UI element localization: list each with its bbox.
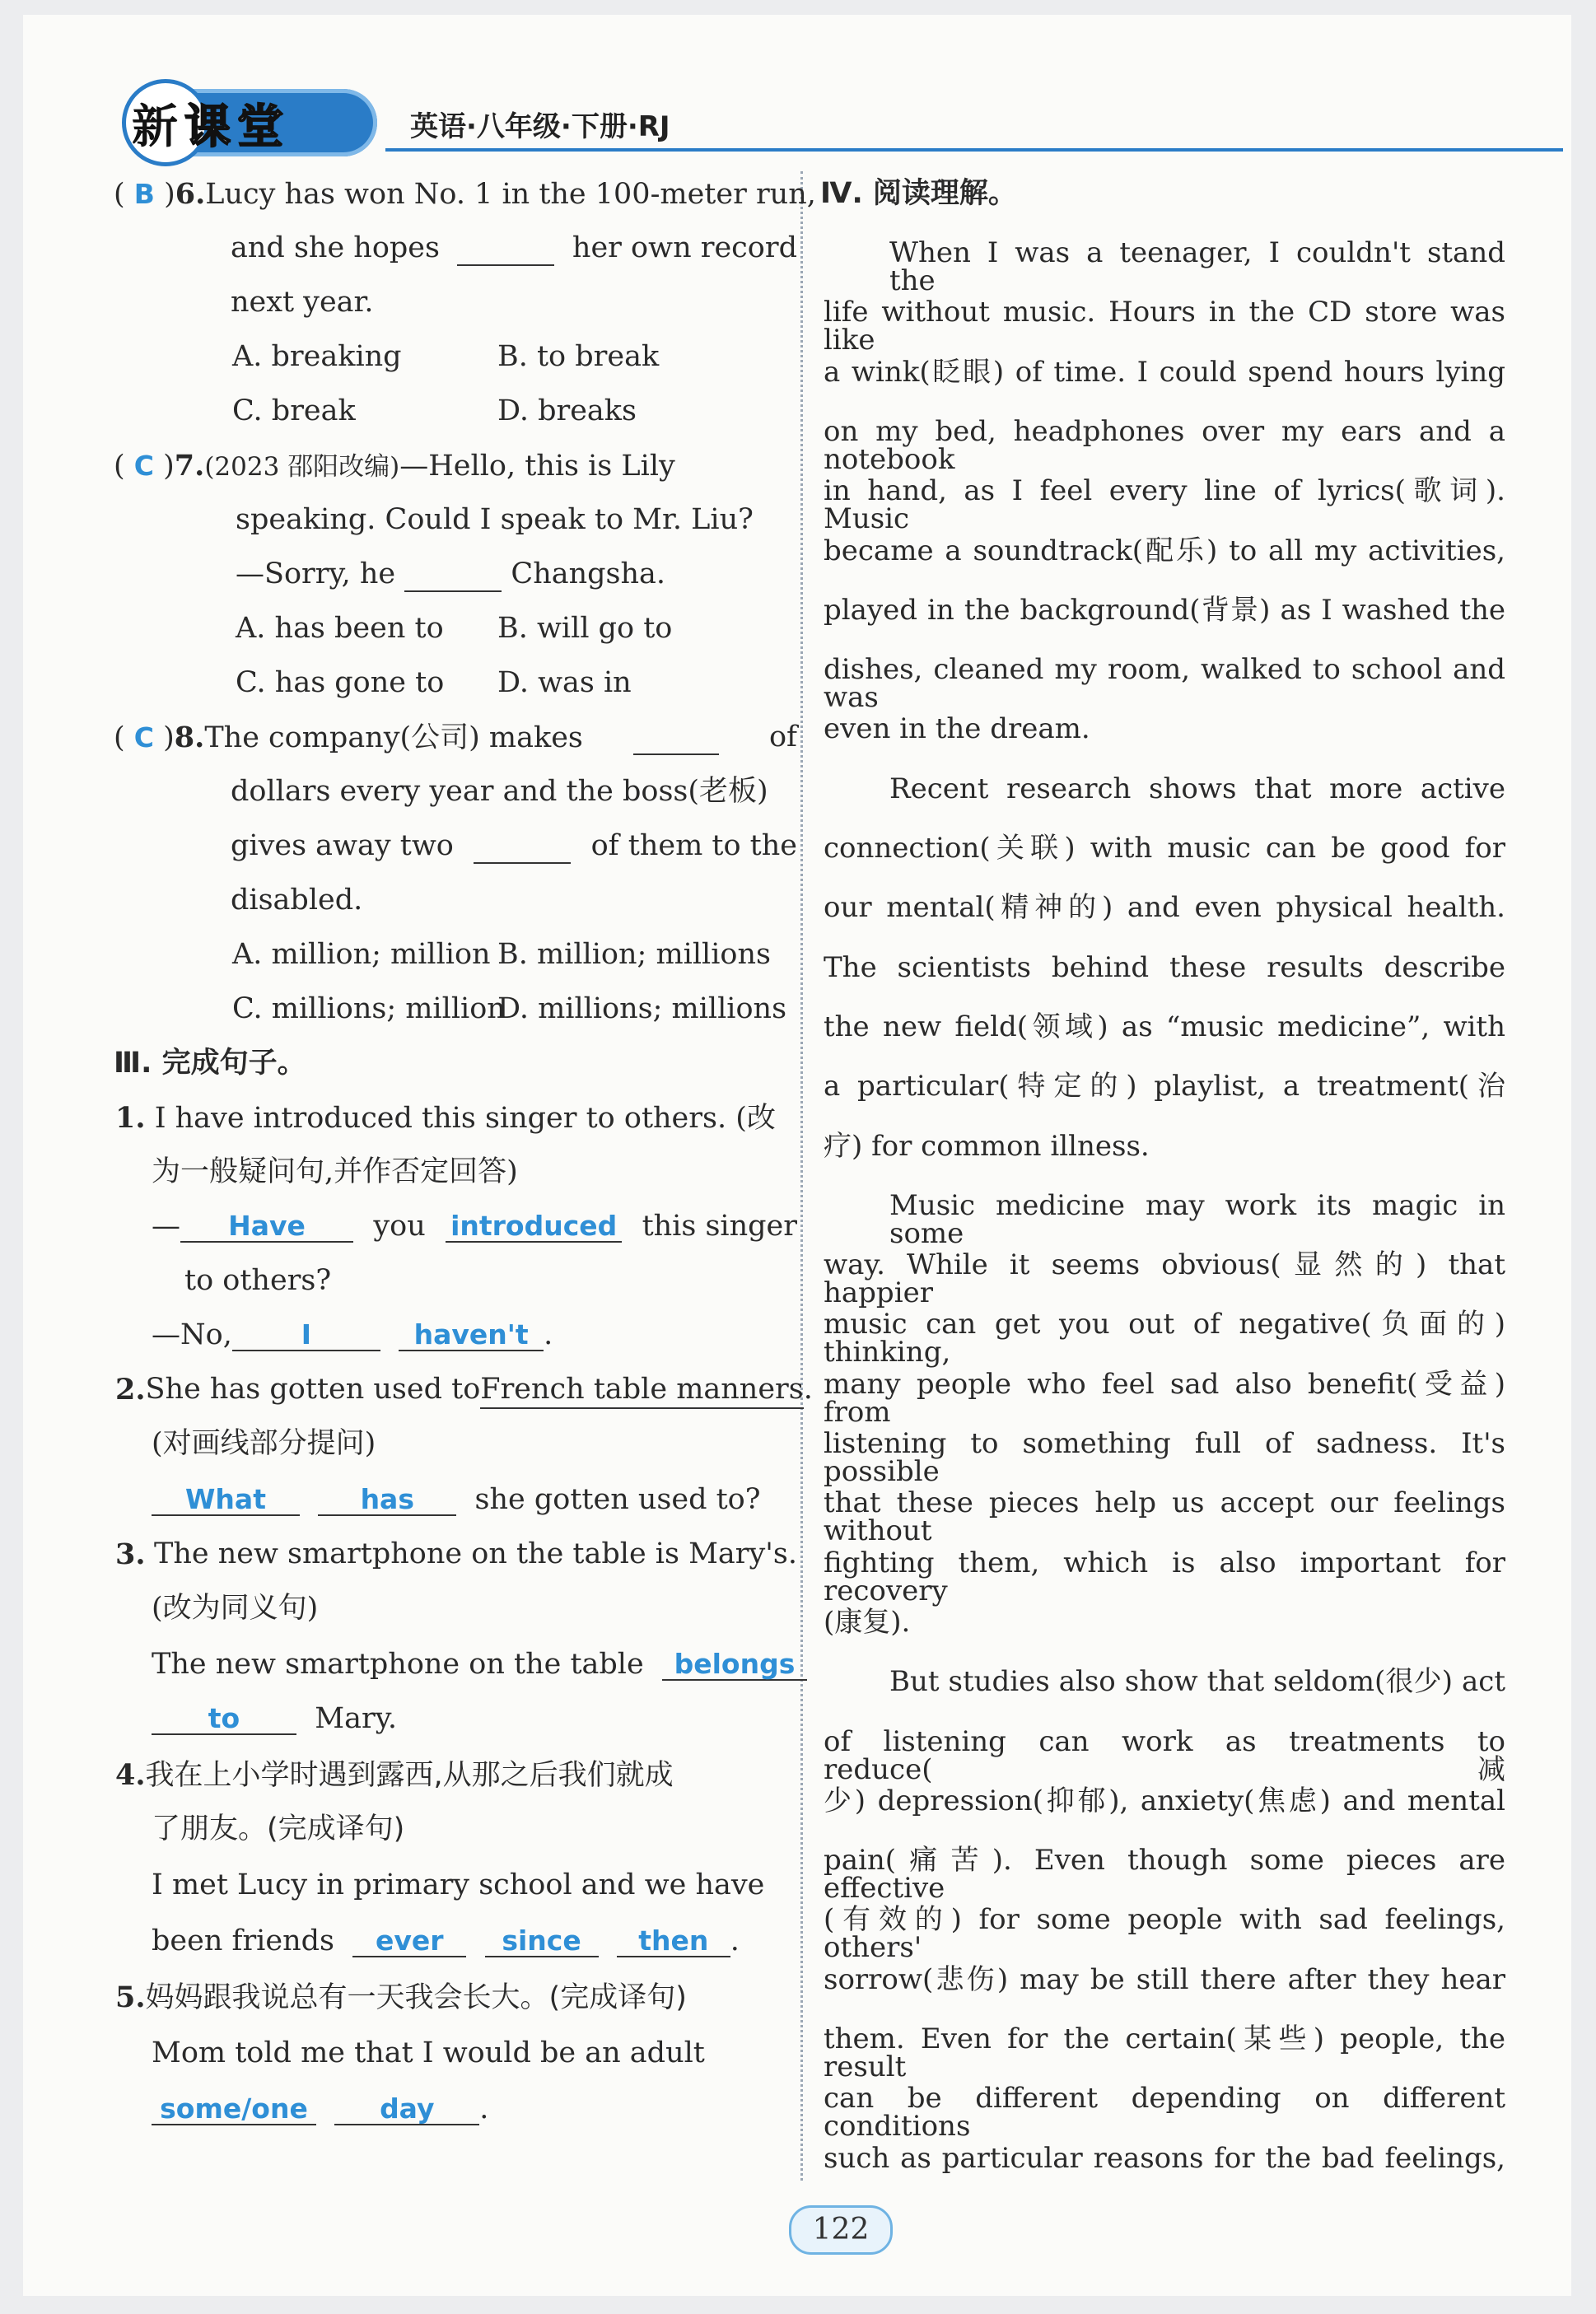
s3-item-5-answer: some/one day . xyxy=(152,2095,488,2125)
answer-blank: introduced xyxy=(446,1212,622,1243)
reading-line: Music medicine may work its magic in some xyxy=(889,1189,1505,1250)
reading-line: that these pieces help us accept our feelings without xyxy=(824,1486,1505,1547)
s3-item-1-question: — Have you introduced this singer xyxy=(152,1210,797,1243)
answer-blank: since xyxy=(485,1927,599,1957)
s3-item-4-prompt-2: 了朋友。(完成译句) xyxy=(152,1812,405,1845)
option-d: D. breaks xyxy=(497,394,637,427)
page-number: 122 xyxy=(789,2205,893,2255)
answer-blank: has xyxy=(318,1486,456,1516)
reading-line: of listening can work as treatments to reduce(减 xyxy=(824,1725,1505,1786)
option-a: A. has been to xyxy=(236,612,444,645)
reading-line: can be different depending on different conditions xyxy=(824,2082,1505,2143)
s3-item-5-prompt: 5.妈妈跟我说总有一天我会长大。(完成译句) xyxy=(115,1980,687,2014)
answer-letter: C xyxy=(133,721,154,753)
reading-line: them. Even for the certain(某些) people, the result xyxy=(824,2022,1505,2083)
section-4-title: Ⅳ. 阅读理解。 xyxy=(820,177,1017,210)
option-b: B. million; millions xyxy=(497,938,772,971)
reading-line: 疗) for common illness. xyxy=(824,1130,1150,1163)
option-a: A. million; million xyxy=(232,938,491,971)
question-6-line-2: and she hopes her own record xyxy=(231,231,797,264)
s3-item-3-prompt: 3. The new smartphone on the table is Mary's. xyxy=(115,1537,797,1571)
question-number: 7. xyxy=(174,449,205,483)
answer-blank: to xyxy=(152,1705,296,1735)
question-source: (2023 邵阳改编) xyxy=(204,452,400,482)
answer-blank: ever xyxy=(352,1927,466,1957)
reading-line: When I was a teenager, I couldn't stand the xyxy=(889,236,1505,297)
answer-blank: I xyxy=(232,1321,380,1351)
question-number: 8. xyxy=(174,721,205,754)
answer-letter: B xyxy=(133,178,155,210)
answer-blank: some/one xyxy=(152,2095,316,2125)
s3-item-4-prompt: 4.我在上小学时遇到露西,从那之后我们就成 xyxy=(115,1758,674,1792)
s3-item-2-prompt: 2. She has gotten used to French table manners. xyxy=(115,1375,797,1404)
question-8-line-3: gives away two of them to the xyxy=(231,829,797,862)
question-6-line-3: next year. xyxy=(231,286,374,319)
reading-line: became a soundtrack(配乐) to all my activities, xyxy=(824,534,1505,567)
reading-line: even in the dream. xyxy=(824,712,1090,745)
option-d: D. was in xyxy=(497,666,632,699)
reading-line: (有效的) for some people with sad feelings, others' xyxy=(824,1903,1505,1964)
reading-line: 少) depression(抑郁), anxiety(焦虑) and mental xyxy=(824,1784,1505,1817)
option-b: B. will go to xyxy=(497,612,673,645)
blank xyxy=(404,560,502,592)
reading-line: on my bed, headphones over my ears and a notebook xyxy=(824,415,1505,476)
option-b: B. to break xyxy=(497,340,660,373)
question-8-line-4: disabled. xyxy=(231,884,363,917)
blank xyxy=(474,832,571,864)
reading-line: connection(关联) with music can be good for xyxy=(824,832,1505,865)
answer-letter: C xyxy=(133,450,154,482)
question-8-line-2: dollars every year and the boss(老板) xyxy=(231,775,768,808)
question-text: Lucy has won No. 1 in the 100-meter run, xyxy=(205,178,816,211)
reading-line: pain(痛苦). Even though some pieces are effective xyxy=(824,1844,1505,1905)
option-c: C. break xyxy=(232,394,356,427)
reading-line: such as particular reasons for the bad feelings, xyxy=(824,2142,1505,2175)
reading-line: a wink(眨眼) of time. I could spend hours lying xyxy=(824,356,1505,389)
answer-blank: day xyxy=(334,2095,479,2125)
blank xyxy=(457,234,554,266)
question-8: ( C )8.The company(公司) makes of xyxy=(114,721,797,754)
answer-blank: haven't xyxy=(399,1321,544,1351)
book-title: 英语·八年级·下册·RJ xyxy=(410,110,670,143)
s3-item-5-sentence: Mom told me that I would be an adult xyxy=(152,2036,705,2069)
underlined-phrase: French table manners xyxy=(480,1373,803,1409)
s3-item-2-prompt-2: (对画线部分提问) xyxy=(152,1427,376,1460)
reading-line: The scientists behind these results describe xyxy=(824,951,1505,984)
s3-item-4-sentence: I met Lucy in primary school and we have xyxy=(152,1868,765,1901)
question-7: ( C )7.(2023 邵阳改编)—Hello, this is Lily xyxy=(114,449,675,483)
reading-line: Recent research shows that more active xyxy=(889,772,1505,805)
option-c: C. millions; million xyxy=(232,992,506,1025)
blank xyxy=(633,723,719,755)
s3-item-2-answer: What has she gotten used to? xyxy=(152,1486,761,1516)
s3-item-1-question-2: to others? xyxy=(184,1264,332,1297)
s3-item-1-prompt-2: 为一般疑问句,并作否定回答) xyxy=(152,1155,518,1188)
s3-item-4-answer: been friends ever since then . xyxy=(152,1924,740,1957)
logo xyxy=(132,91,290,156)
reading-line: played in the background(背景) as I washed the xyxy=(824,594,1505,627)
reading-line: the new field(领域) as “music medicine”, with xyxy=(824,1010,1505,1043)
answer-blank: Have xyxy=(180,1212,353,1243)
s3-item-3-prompt-2: (改为同义句) xyxy=(152,1592,319,1625)
logo-rest: 课堂 xyxy=(184,100,290,154)
s3-item-3-answer: The new smartphone on the table belongs xyxy=(152,1650,807,1681)
answer-blank: then xyxy=(617,1927,730,1957)
reading-line: way. While it seems obvious(显然的) that happier xyxy=(824,1248,1505,1309)
reading-line: music can get you out of negative(负面的) thinking, xyxy=(824,1308,1505,1369)
column-divider xyxy=(800,171,803,2181)
reading-line: (康复). xyxy=(824,1606,911,1639)
question-number: 6. xyxy=(175,177,206,211)
header-rule xyxy=(385,148,1563,152)
option-a: A. breaking xyxy=(232,340,402,373)
reading-line: fighting them, which is also important for recovery xyxy=(824,1547,1505,1607)
answer-blank: belongs xyxy=(662,1650,807,1681)
answer-blank: What xyxy=(152,1486,300,1516)
reading-line: in hand, as I feel every line of lyrics(歌词). Music xyxy=(824,474,1505,535)
reading-line: a particular(特定的) playlist, a treatment(治 xyxy=(824,1070,1505,1103)
question-7-line-3: —Sorry, he Changsha. xyxy=(236,558,666,590)
reading-line: sorrow(悲伤) may be still there after they hear xyxy=(824,1963,1505,1996)
reading-line: But studies also show that seldom(很少) act xyxy=(889,1665,1505,1698)
option-d: D. millions; millions xyxy=(497,992,787,1025)
section-3-title: Ⅲ. 完成句子。 xyxy=(114,1047,306,1080)
reading-line: listening to something full of sadness. It's possible xyxy=(824,1427,1505,1488)
header xyxy=(114,72,1514,163)
s3-item-1-prompt: 1. I have introduced this singer to others. (改 xyxy=(115,1101,776,1135)
answer-paren: ( xyxy=(114,178,134,211)
reading-line: many people who feel sad also benefit(受益) from xyxy=(824,1368,1505,1429)
logo-main: 新 xyxy=(132,100,184,154)
page xyxy=(23,15,1571,2296)
s3-item-1-response: —No, I haven't . xyxy=(152,1318,553,1351)
reading-line: life without music. Hours in the CD store was like xyxy=(824,296,1505,357)
question-7-line-2: speaking. Could I speak to Mr. Liu? xyxy=(236,503,754,536)
question-6: ( B )6.Lucy has won No. 1 in the 100-meter run, xyxy=(114,177,816,211)
reading-line: our mental(精神的) and even physical health. xyxy=(824,891,1505,924)
s3-item-3-answer-2: to Mary. xyxy=(152,1705,397,1735)
option-c: C. has gone to xyxy=(236,666,445,699)
reading-line: dishes, cleaned my room, walked to school and was xyxy=(824,653,1505,714)
